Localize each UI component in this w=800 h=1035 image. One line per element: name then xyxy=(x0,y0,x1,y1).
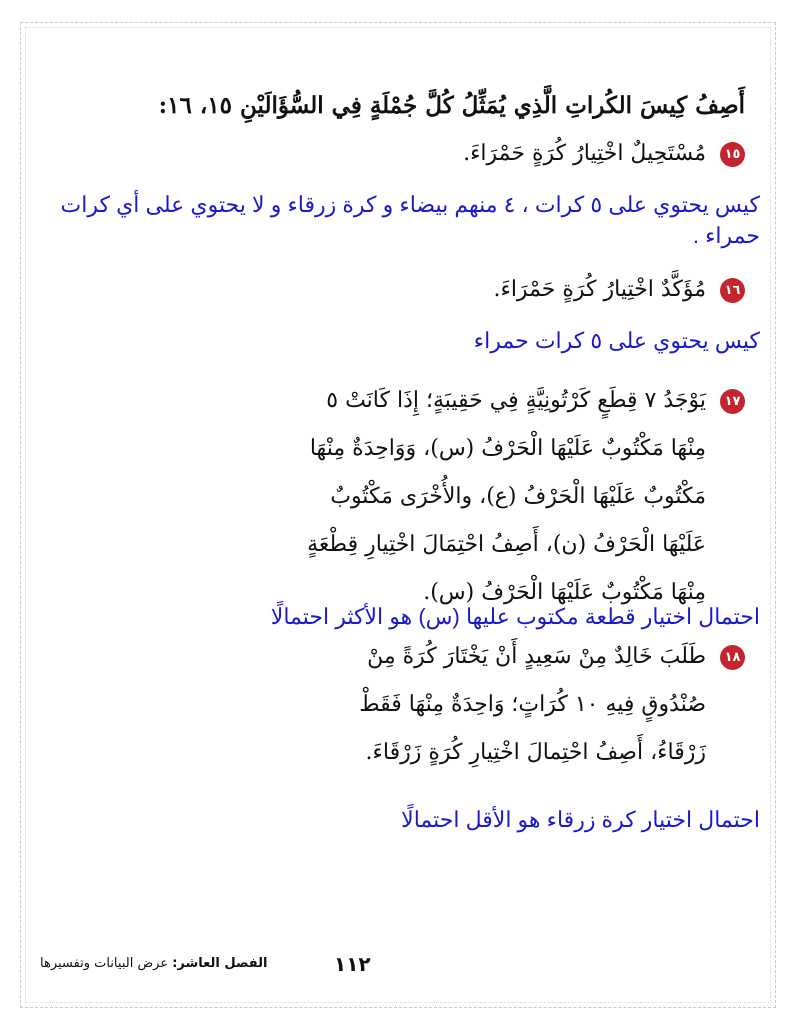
answer-17: احتمال اختيار قطعة مكتوب عليها (س) هو الأكثر احتمالًا xyxy=(270,604,760,629)
page-footer xyxy=(40,952,760,982)
question-number-badge: ١٧ xyxy=(720,389,745,414)
question-text: مُسْتَحِيلٌ اخْتِيارُ كُرَةٍ حَمْرَاءَ. xyxy=(463,141,706,166)
chapter-name: عرض البيانات وتفسيرها xyxy=(40,956,169,971)
question-number-badge: ١٨ xyxy=(720,645,745,670)
section-heading: أَصِفُ كِيسَ الكُراتِ الَّذِي يُمَثِّلُ كُلَّ جُمْلَةٍ فِي السُّؤَالَيْنِ ١٥، ١٦: xyxy=(158,92,745,119)
question-17 xyxy=(295,377,745,617)
question-text: مُؤَكَّدٌ اخْتِيارُ كُرَةٍ حَمْرَاءَ. xyxy=(493,277,706,302)
question-text: طَلَبَ خَالِدٌ مِنْ سَعِيدٍ أَنْ يَخْتَارَ كُرَةً مِنْ صُنْدُوقٍ فِيهِ ١٠ كُرَاتٍ؛ وَاحِدَةٌ مِنْهَا فَقَطْ زَرْقَاءُ، أَصِفُ احْتِمالَ اخْتِيارِ كُرَةٍ زَرْقَاءَ. xyxy=(359,644,706,765)
chapter-title xyxy=(40,956,268,971)
answer-16: كيس يحتوي على ٥ كرات حمراء xyxy=(473,328,760,353)
answer-15: كيس يحتوي على ٥ كرات ، ٤ منهم بيضاء و كرة زرقاء و لا يحتوي على أي كرات حمراء . xyxy=(60,192,760,248)
question-number-badge: ١٥ xyxy=(720,142,745,167)
answer-18: احتمال اختيار كرة زرقاء هو الأقل احتمالًا xyxy=(401,807,760,832)
question-15 xyxy=(55,130,745,178)
question-16 xyxy=(55,266,745,314)
chapter-label: الفصل العاشر: xyxy=(172,956,268,971)
page-number: ١١٢ xyxy=(334,952,371,976)
question-text: يَوْجَدُ ٧ قِطَعٍ كَرْتُونِيَّةٍ فِي حَقِيبَةٍ؛ إِذَا كَانَتْ ٥ مِنْهَا مَكْتُوبٌ عَلَيْهَا الْحَرْفُ (س)، وَوَاحِدَةٌ مِنْهَا مَكْتُوبٌ عَلَيْهَا الْحَرْفُ (ع)، والأُخْرَى مَكْتُوبٌ عَلَيْهَا الْحَرْفُ (ن)، أَصِفُ احْتِمَالَ اخْتِيارِ قِطْعَةٍ مِنْهَا مَكْتُوبٌ عَلَيْهَا الْحَرْفُ (س). xyxy=(307,388,706,605)
question-18 xyxy=(330,633,745,777)
question-number-badge: ١٦ xyxy=(720,278,745,303)
